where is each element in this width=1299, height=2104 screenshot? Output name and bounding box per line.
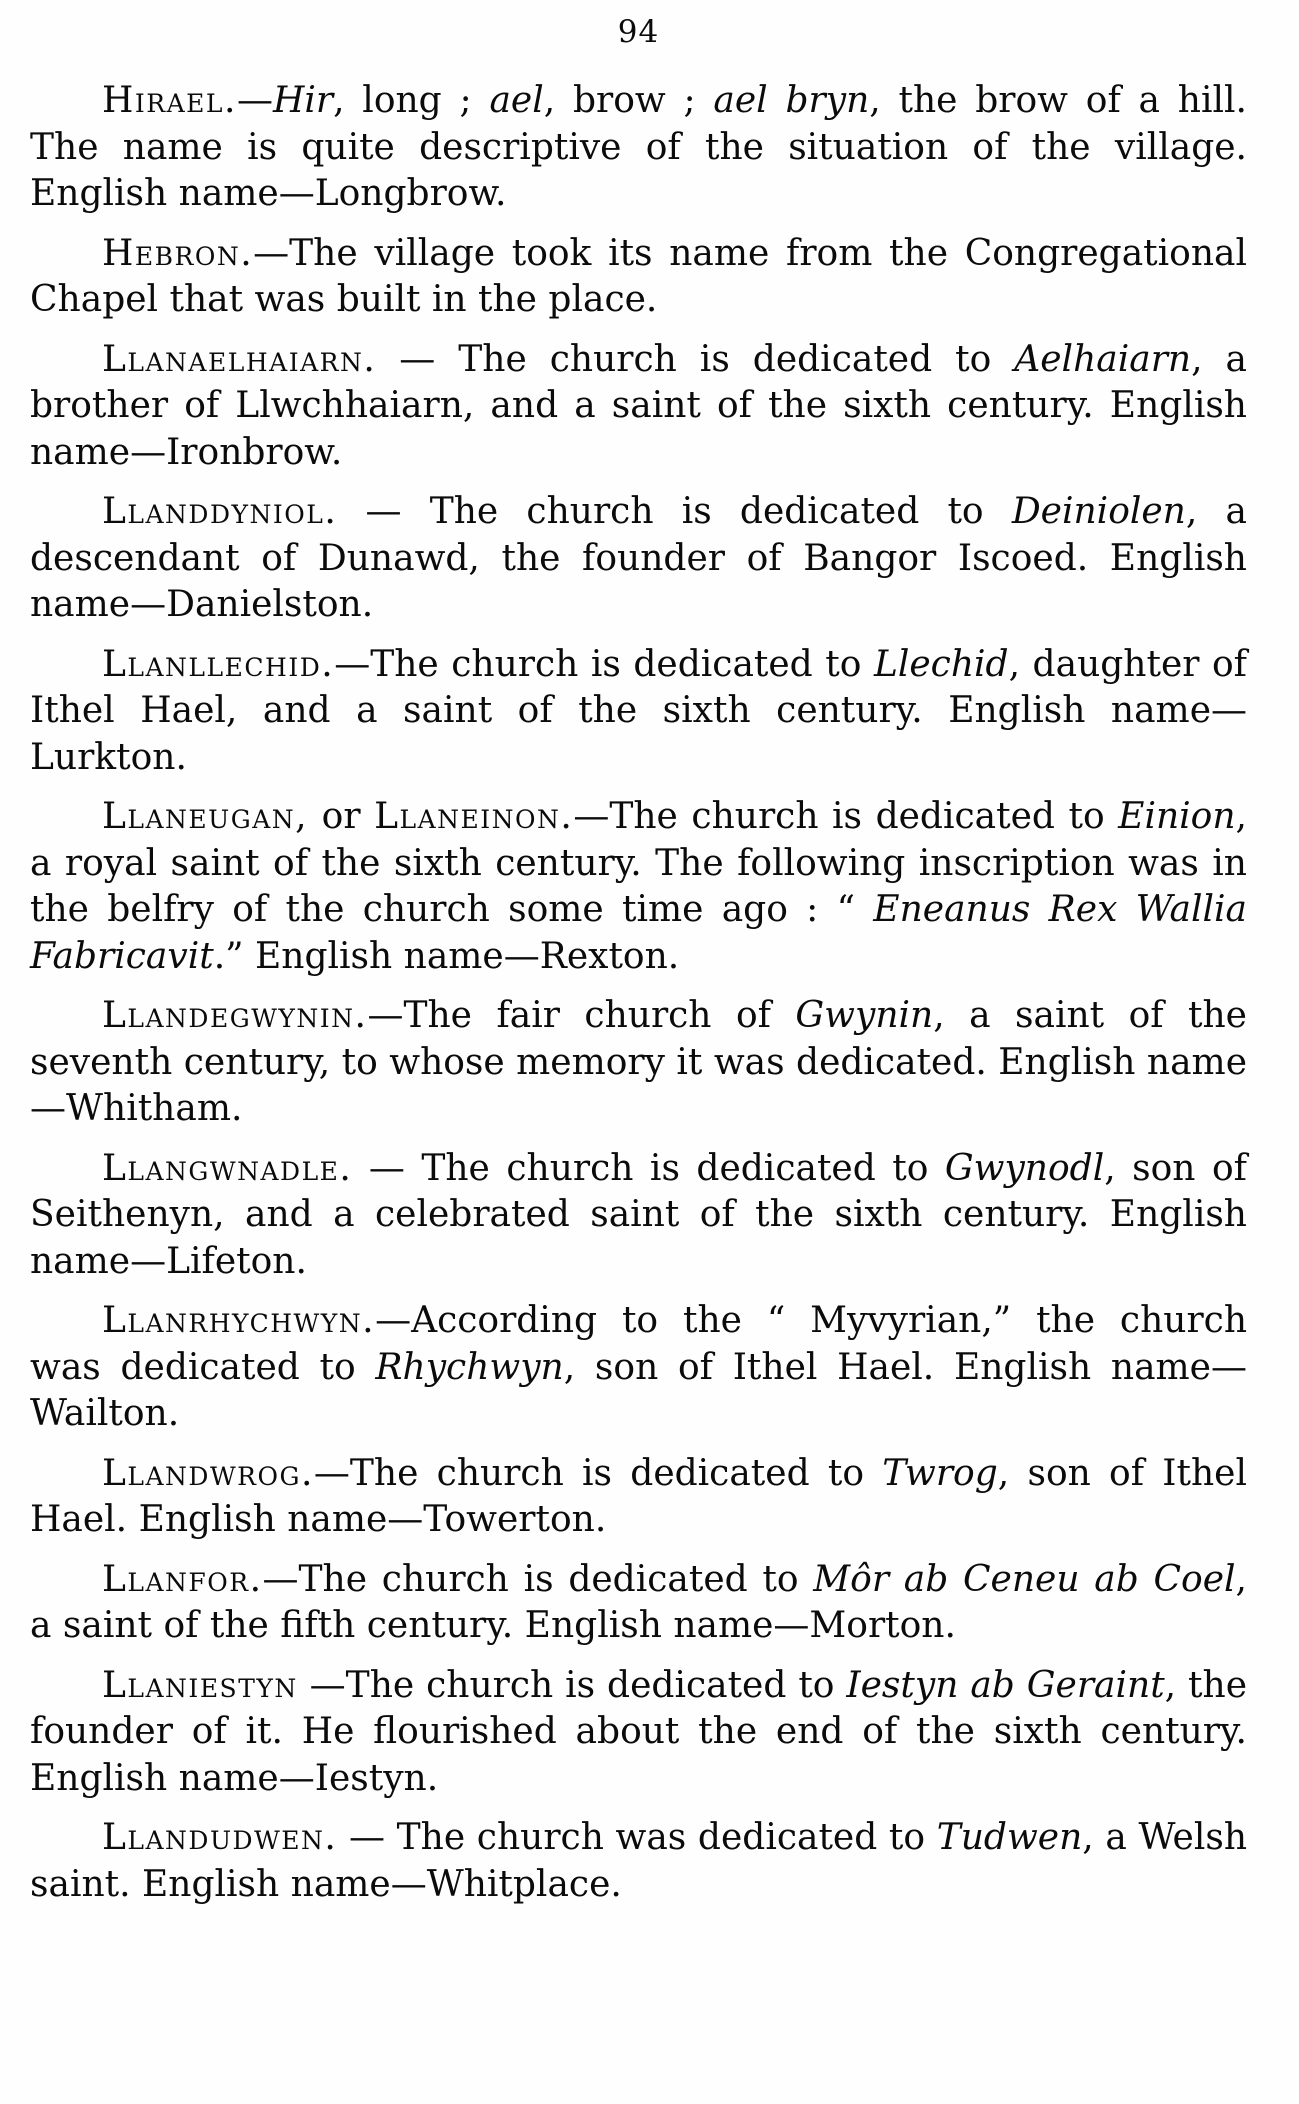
- paragraph-llandegwynin: [30, 993, 1247, 1133]
- paragraph-llaniestyn: [30, 1663, 1247, 1803]
- place-name: Llangwnadle.: [102, 1147, 353, 1189]
- place-name: Llandegwynin.: [102, 995, 368, 1036]
- text-run: — The church is dedicated to: [352, 1147, 945, 1189]
- text-run: , long ;: [333, 80, 490, 121]
- paragraph-llanllechid: [30, 642, 1247, 782]
- text-run: , the brow of a hill. The name is quite descriptive of the situation of the village. English name—Longbrow.: [30, 80, 1247, 214]
- page-number: 94: [617, 14, 660, 50]
- text-run: —The fair church of: [367, 995, 796, 1036]
- text-run: , a Welsh saint. English name—Whitplace.: [30, 1817, 1248, 1905]
- place-name: Hirael.: [102, 80, 237, 121]
- place-name: Llanfor.: [102, 1558, 263, 1600]
- paragraph-llaneugan: [30, 794, 1247, 980]
- text-run: , brow ;: [543, 80, 714, 121]
- text-run: , son of Seithenyn, and a celebrated saint of the sixth century. English name—Lifeton.: [30, 1147, 1247, 1282]
- paragraph-llandudwen: [30, 1815, 1247, 1908]
- text-run: — The church is dedicated to: [337, 491, 1012, 532]
- paragraph-hebron: [30, 231, 1247, 324]
- paragraph-llanrhychwyn: [30, 1298, 1247, 1438]
- text-run: — The church was dedicated to: [337, 1817, 937, 1858]
- place-name: Llanrhychwyn.: [102, 1300, 376, 1341]
- text-run: —According to the “ Myvyrian,” the church was dedicated to: [30, 1300, 1247, 1388]
- place-name: Hebron.: [102, 232, 254, 274]
- text-run: or: [308, 796, 375, 837]
- text-run: , son of Ithel Hael. English name—Wailton.: [30, 1346, 1247, 1434]
- paragraph-hirael: [30, 78, 1247, 218]
- text-run: , a royal saint of the sixth century. The following inscription was in the belfry of the church some time ago : “: [30, 796, 1247, 930]
- paragraph-llangwnadle: [30, 1146, 1247, 1286]
- text-run: , a brother of Llwchhaiarn, and a saint of the sixth century. English name—Ironbrow.: [30, 338, 1247, 473]
- text-run: .” English name—Rexton.: [213, 935, 680, 977]
- place-name: Llaniestyn: [102, 1664, 298, 1706]
- text-run: —The church is dedicated to: [334, 643, 874, 685]
- italic-term: Iestyn ab Geraint: [846, 1664, 1165, 1706]
- italic-term: Tudwen: [936, 1817, 1083, 1858]
- text-run: , a saint of the fifth century. English name—Morton.: [30, 1558, 1247, 1646]
- italic-term: Llechid: [873, 643, 1009, 685]
- text-run: , daughter of Ithel Hael, and a saint of the sixth century. English name—Lurkton.: [30, 643, 1247, 778]
- page-content: [30, 78, 1247, 1908]
- paragraph-llanddyniol: [30, 489, 1247, 629]
- italic-term: Einion: [1118, 796, 1236, 837]
- text-run: —The church is dedicated to: [573, 796, 1119, 837]
- italic-term: ael bryn: [713, 80, 870, 121]
- italic-term: Hir: [272, 80, 334, 121]
- italic-term: ael: [489, 80, 544, 121]
- italic-term: Deiniolen: [1011, 491, 1186, 532]
- text-run: —The church is dedicated to: [262, 1558, 814, 1600]
- place-name: Llandwrog.: [102, 1452, 314, 1494]
- text-run: —The church is dedicated to: [297, 1664, 847, 1706]
- place-name: Llaneugan,: [102, 796, 309, 837]
- italic-term: Gwynin: [795, 995, 934, 1036]
- italic-term: Môr ab Ceneu ab Coel: [813, 1558, 1236, 1600]
- italic-term: Eneanus Rex Wallia Fabricavit: [30, 889, 1247, 977]
- text-run: —: [236, 80, 273, 121]
- text-run: , son of Ithel Hael. English name—Towerton.: [30, 1452, 1247, 1540]
- text-run: , a saint of the seventh century, to whose memory it was dedicated. English name—Whitham.: [30, 995, 1247, 1129]
- italic-term: Rhychwyn: [375, 1346, 564, 1388]
- text-run: , a descendant of Dunawd, the founder of Bangor Iscoed. English name—Danielston.: [30, 491, 1247, 625]
- text-run: —The church is dedicated to: [313, 1452, 883, 1494]
- place-name: Llanaelhaiarn.: [102, 338, 377, 380]
- italic-term: Twrog: [882, 1452, 998, 1494]
- paragraph-llandwrog: [30, 1451, 1247, 1544]
- place-name: Llandudwen.: [102, 1817, 338, 1858]
- text-run: — The church is dedicated to: [376, 338, 1015, 380]
- paragraph-llanfor: [30, 1557, 1247, 1650]
- italic-term: Aelhaiarn: [1014, 338, 1192, 380]
- text-run: —The village took its name from the Congregational Chapel that was built in the place.: [30, 232, 1247, 320]
- place-name: Llanllechid.: [102, 643, 335, 685]
- place-name: Llanddyniol.: [102, 491, 338, 532]
- italic-term: Gwynodl: [944, 1147, 1105, 1189]
- place-name: Llaneinon.: [374, 796, 574, 837]
- text-run: , the founder of it. He flourished about the end of the sixth century. English name—Iestyn.: [30, 1664, 1248, 1799]
- paragraph-llanaelhaiarn: [30, 337, 1247, 477]
